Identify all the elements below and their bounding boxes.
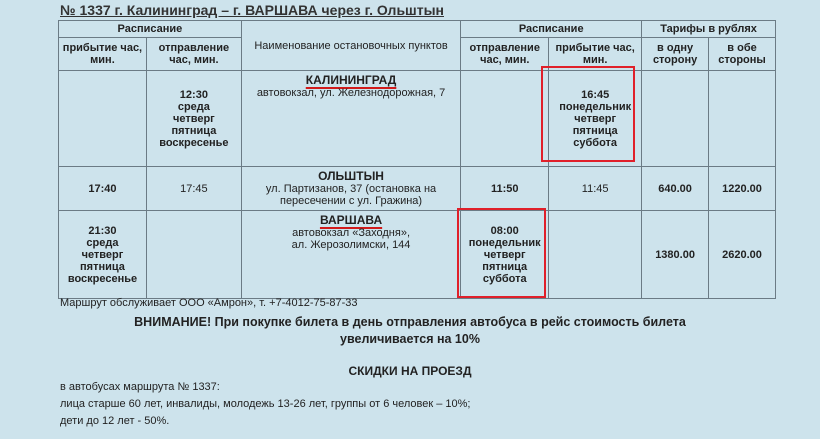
departure-left-cell [146,211,241,299]
stop-cell [241,167,460,211]
station-address: автовокзал «Заходня», ал. Жерозолимски, 144 [291,227,411,251]
stops-header: Наименование остановочных пунктов [241,21,460,71]
stop-cell [241,71,460,167]
discounts-route: в автобусах маршрута № 1337: [60,381,220,393]
arrival-left-cell: 21:30 среда четверг пятница воскресенье [59,211,147,299]
schedule-left-header: Расписание [59,21,242,38]
highlight-box-warsaw-departure [457,208,546,298]
route-title: № 1337 г. Калининград – г. ВАРШАВА через г. Ольштын [60,2,444,18]
both-ways-cell [709,71,776,167]
station-address: автовокзал, ул. Железнодорожная, 7 [256,87,446,99]
both-ways-header: в обе стороны [709,38,776,71]
departure-right-header: отправление час, мин. [461,38,549,71]
warning-line-1: ВНИМАНИЕ! При покупке билета в день отправления автобуса в рейс стоимость билета [134,315,686,329]
arrival-left-header: прибытие час, мин. [59,38,147,71]
departure-right-cell: 08:00 понедельник четверг пятница суббота [461,211,549,299]
arrival-right-cell: 16:45 понедельник четверг пятница суббота [549,71,642,167]
station-name: ВАРШАВА [319,213,383,227]
departure-left-header: отправление час, мин. [146,38,241,71]
tariffs-header: Тарифы в рублях [642,21,776,38]
departure-left-cell: 12:30 среда четверг пятница воскресенье [146,71,241,167]
both-ways-cell: 1220.00 [709,167,776,211]
one-way-cell: 640.00 [642,167,709,211]
station-name: ОЛЬШТЫН [318,169,384,183]
one-way-cell: 1380.00 [642,211,709,299]
discounts-line-1: лица старше 60 лет, инвалиды, молодежь 13-26 лет, группы от 6 человек – 10%; [60,398,471,410]
table-row [59,71,776,167]
one-way-header: в одну сторону [642,38,709,71]
highlight-box-kaliningrad-arrival [541,66,635,162]
both-ways-cell: 2620.00 [709,211,776,299]
departure-right-cell [461,71,549,167]
table-row [59,167,776,211]
arrival-right-header: прибытие час, мин. [549,38,642,71]
table-row [59,211,776,299]
arrival-left-cell [59,71,147,167]
operator-note: Маршрут обслуживает ООО «Амрон», т. +7-4012-75-87-33 [60,297,358,309]
station-name: КАЛИНИНГРАД [305,73,397,87]
arrival-left-cell: 17:40 [59,167,147,211]
schedule-table [58,20,776,299]
station-address: ул. Партизанов, 37 (остановка на пересечении с ул. Гражина) [265,183,437,207]
stop-cell [241,211,460,299]
arrival-right-cell: 11:45 [549,167,642,211]
discounts-title: СКИДКИ НА ПРОЕЗД [348,364,472,378]
discounts-line-2: дети до 12 лет - 50%. [60,415,170,427]
schedule-right-header: Расписание [461,21,642,38]
departure-right-cell: 11:50 [461,167,549,211]
departure-left-cell: 17:45 [146,167,241,211]
warning-line-2: увеличивается на 10% [340,332,480,346]
arrival-right-cell [549,211,642,299]
one-way-cell [642,71,709,167]
